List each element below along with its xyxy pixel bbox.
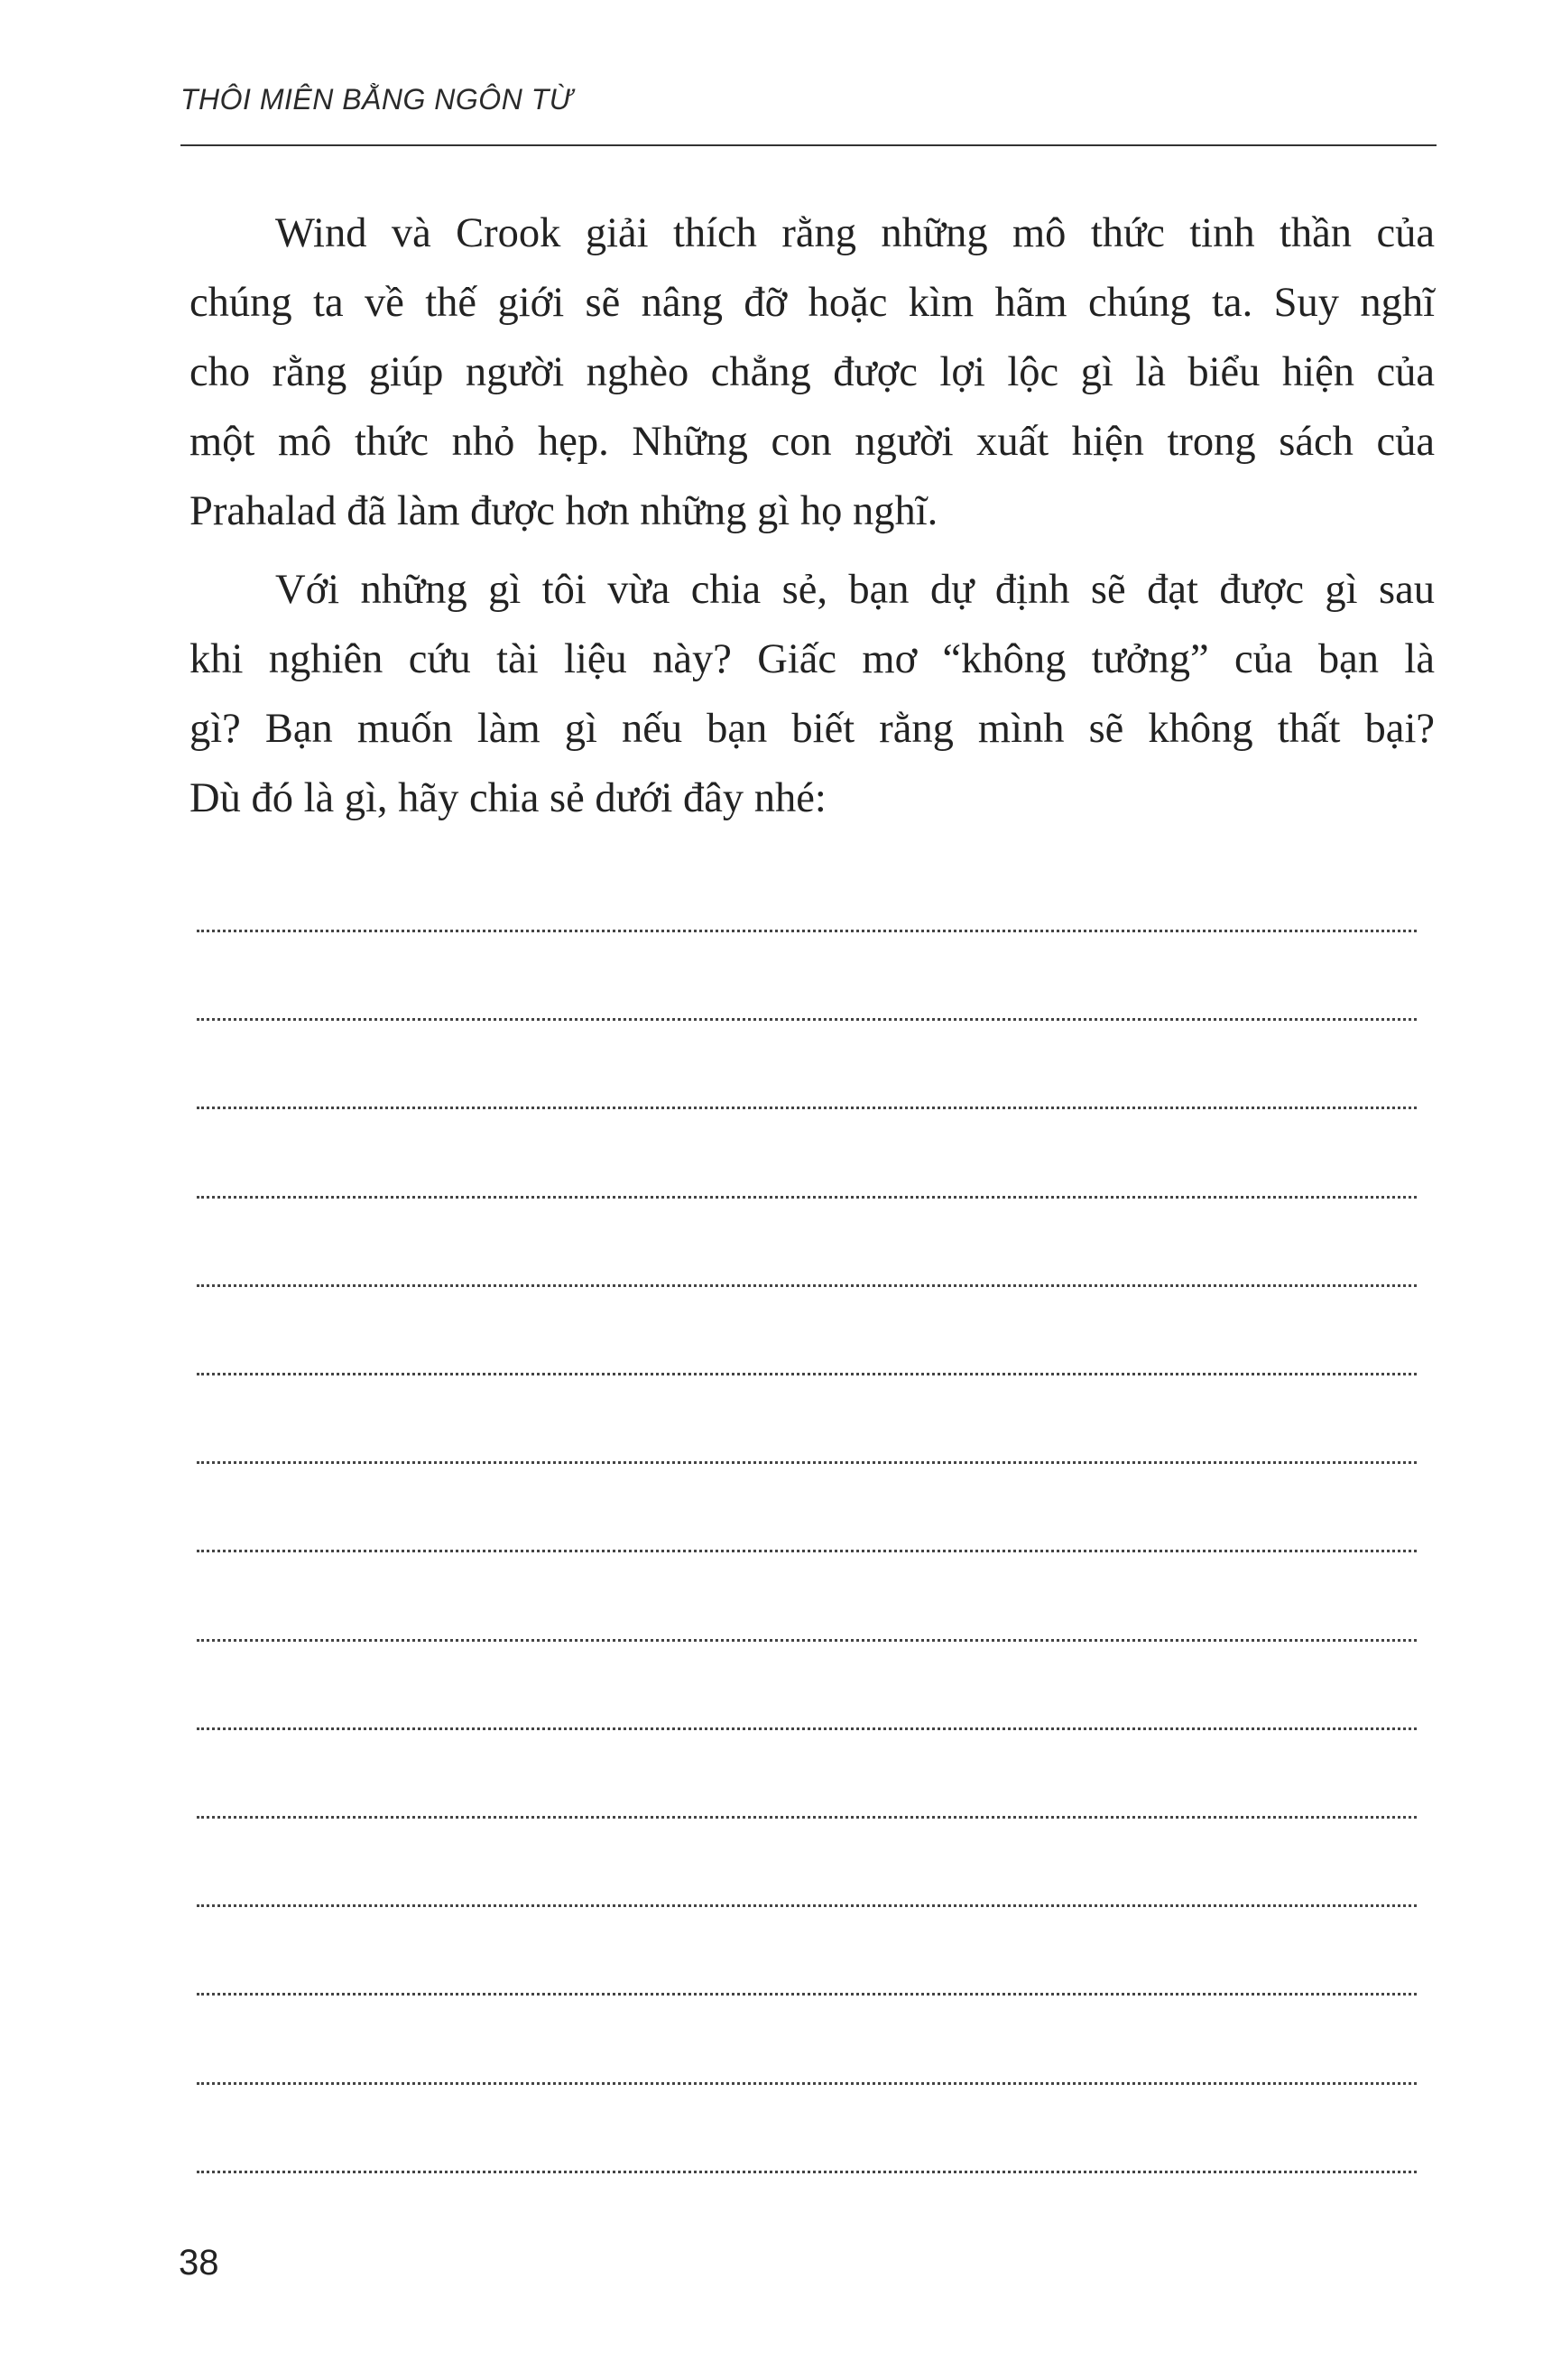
dotted-writing-line [197, 1018, 1417, 1021]
paragraph-line: Prahalad đã làm được hơn những gì họ nghĩ. [189, 488, 938, 534]
dotted-writing-line [197, 1550, 1417, 1552]
paragraph-line: Dù đó là gì, hãy chia sẻ dưới đây nhé: [189, 775, 827, 821]
header-rule [180, 144, 1437, 146]
dotted-writing-line [197, 2171, 1417, 2173]
dotted-writing-line [197, 1373, 1417, 1375]
dotted-writing-line [197, 1461, 1417, 1464]
dotted-writing-line [197, 1993, 1417, 1996]
paragraph-line: cho rằng giúp người nghèo chẳng được lợi lộc gì là biểu hiện của [189, 349, 1435, 395]
dotted-writing-line [197, 1727, 1417, 1730]
dotted-writing-line [197, 1816, 1417, 1819]
paragraph-line: Với những gì tôi vừa chia sẻ, bạn dự định sẽ đạt được gì sau [275, 567, 1435, 613]
running-header: THÔI MIÊN BẰNG NGÔN TỪ [180, 83, 573, 116]
dotted-writing-line [197, 1284, 1417, 1287]
dotted-writing-line [197, 930, 1417, 932]
dotted-writing-line [197, 1639, 1417, 1642]
paragraph-1 [189, 199, 1435, 546]
page-number: 38 [179, 2243, 219, 2283]
paragraph-2 [189, 555, 1435, 833]
paragraph-line: gì? Bạn muốn làm gì nếu bạn biết rằng mình sẽ không thất bại? [189, 706, 1435, 752]
dotted-writing-line [197, 1904, 1417, 1907]
paragraph-line: khi nghiên cứu tài liệu này? Giấc mơ “không tưởng” của bạn là [189, 636, 1435, 682]
dotted-writing-line [197, 2082, 1417, 2085]
dotted-writing-line [197, 1196, 1417, 1199]
paragraph-line: Wind và Crook giải thích rằng những mô thức tinh thần của [275, 210, 1435, 256]
paragraph-line: một mô thức nhỏ hẹp. Những con người xuất hiện trong sách của [189, 419, 1435, 465]
paragraph-line: chúng ta về thế giới sẽ nâng đỡ hoặc kìm hãm chúng ta. Suy nghĩ [189, 280, 1435, 326]
dotted-writing-line [197, 1107, 1417, 1109]
